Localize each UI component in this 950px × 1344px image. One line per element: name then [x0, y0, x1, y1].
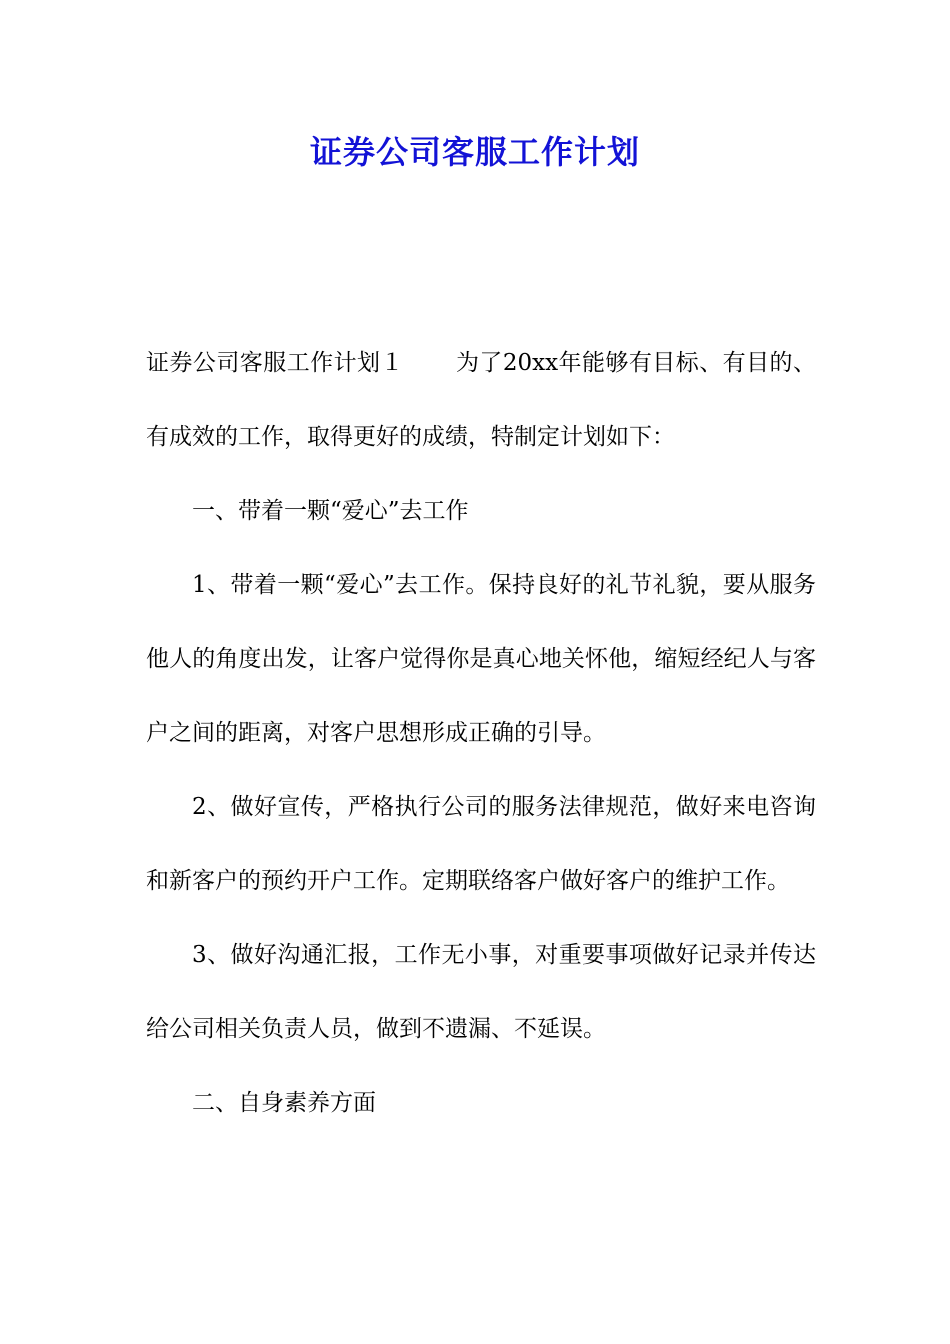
document-body: [146, 326, 816, 1140]
paragraph-item-3: 3、做好沟通汇报，工作无小事，对重要事项做好记录并传达给公司相关负责人员，做到不遗漏、不延误。: [146, 942, 816, 1042]
intro-text: 为了20xx年能够有目标、有目的、有成效的工作，取得更好的成绩，特制定计划如下：: [146, 350, 817, 450]
document-title: 证券公司客服工作计划: [309, 133, 640, 171]
paragraph-item-1: 1、带着一颗“爱心”去工作。保持良好的礼节礼貌，要从服务他人的角度出发，让客户觉得你是真心地关怀他，缩短经纪人与客户之间的距离，对客户思想形成正确的引导。: [146, 572, 816, 746]
section-heading-2: 二、自身素养方面: [192, 1090, 376, 1116]
intro-heading: 证券公司客服工作计划１: [146, 350, 404, 376]
intro-paragraph: [146, 326, 816, 474]
paragraph-item-2: 2、做好宣传，严格执行公司的服务法律规范，做好来电咨询和新客户的预约开户工作。定期联络客户做好客户的维护工作。: [146, 794, 816, 894]
section-heading-1: 一、带着一颗“爱心”去工作: [192, 498, 469, 524]
